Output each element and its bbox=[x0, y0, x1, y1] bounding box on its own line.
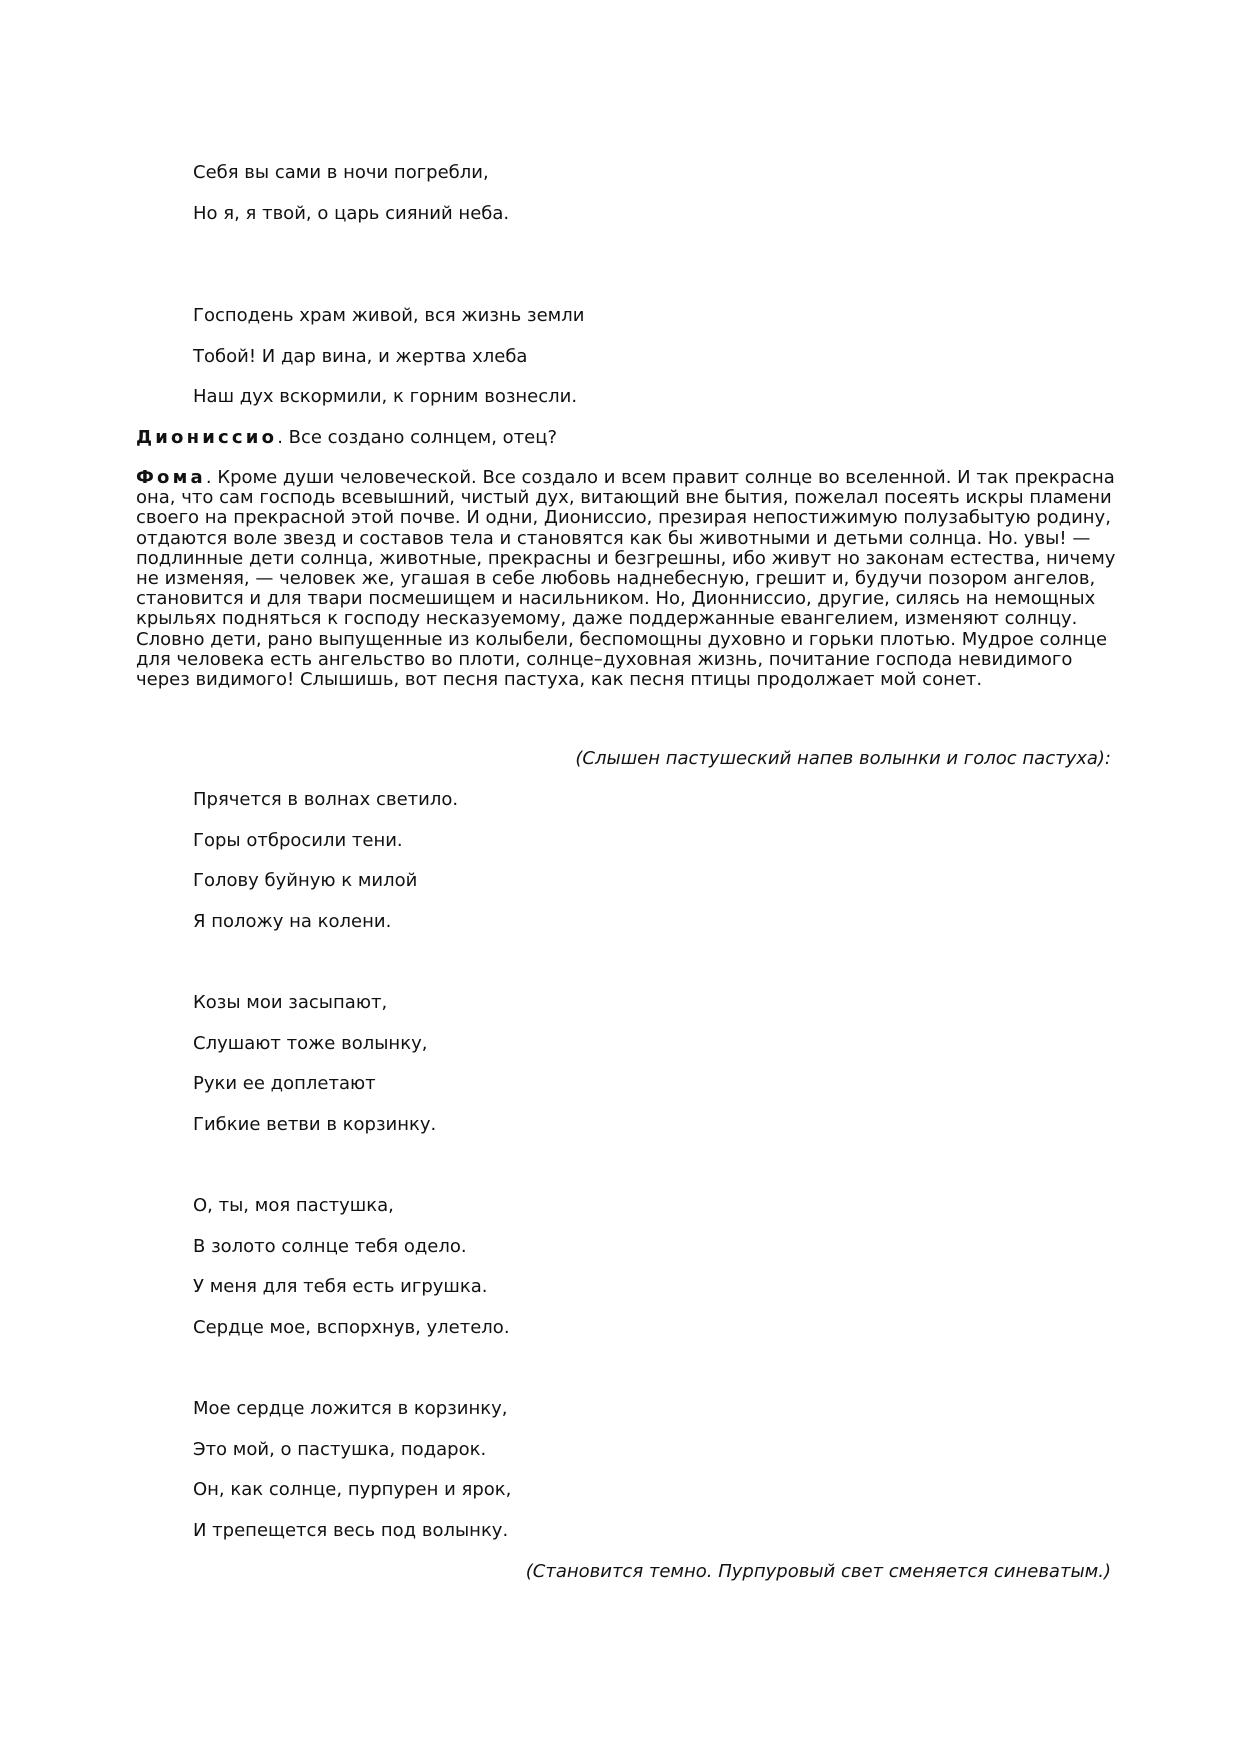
stage-direction: (Становится темно. Пурпуровый свет сменяется синеватым.) bbox=[525, 1561, 1111, 1582]
song-line: Прячется в волнах светило. bbox=[193, 789, 459, 810]
song-line: Он, как солнце, пурпурен и ярок, bbox=[193, 1479, 512, 1500]
song-line: Слушают тоже волынку, bbox=[193, 1033, 428, 1054]
dialogue-text: . Все создано солнцем, отец? bbox=[277, 427, 558, 448]
song-line: Козы мои засыпают, bbox=[193, 992, 388, 1013]
song-line: Руки ее доплетают bbox=[193, 1073, 376, 1094]
song-line: Мое сердце ложится в корзинку, bbox=[193, 1398, 508, 1419]
dialogue-text: . Кроме души человеческой. Все создало и всем правит солнце во вселенной. И так прекрасна она, что сам господь всевышний, чистый дух, витающий вне бытия, пожелал посеять искры пламени своего на прекрасной этой почве. И одни, Диониссио, презирая непостижимую полузабытую родину, отдаются воле звезд и составов тела и становятся как бы животными и детьми солнца. Но. увы! — подлинные дети солнца, животные, прекрасны и безгрешны, ибо живут но законам естества, ничему не изменяя, — человек же, угашая в себе любовь наднебесную, грешит и, будучи позором ангелов, становится и для твари посмешищем и насильником. Но, Дионниссио, другие, силясь на немощных крыльях подняться к господу несказуемому, даже поддержанные евангелием, изменяют солнцу. Словно дети, рано выпущенные из колыбели, беспомощны духовно и горьки плотью. Мудрое солнце для человека есть ангельство во плоти, солнце–духовная жизнь, почитание господа невидимого через видимого! Слышишь, вот песня пастуха, как песня птицы продолжает мой сонет. bbox=[136, 467, 1116, 691]
song-line: У меня для тебя есть игрушка. bbox=[193, 1276, 488, 1297]
song-line: Сердце мое, вспорхнув, улетело. bbox=[193, 1317, 510, 1338]
verse-line: Наш дух вскормили, к горним вознесли. bbox=[193, 386, 578, 407]
song-line: Голову буйную к милой bbox=[193, 870, 418, 891]
song-line: Я положу на колени. bbox=[193, 911, 392, 932]
song-line: Гибкие ветви в корзинку. bbox=[193, 1114, 437, 1135]
song-line: В золото солнце тебя одело. bbox=[193, 1236, 467, 1257]
song-line: Горы отбросили тени. bbox=[193, 830, 403, 851]
stage-direction: (Слышен пастушеский напев волынки и голос пастуха): bbox=[575, 748, 1111, 769]
dialogue-paragraph bbox=[136, 468, 1116, 690]
verse-line: Тобой! И дар вина, и жертва хлеба bbox=[193, 346, 528, 367]
verse-line: Себя вы сами в ночи погребли, bbox=[193, 162, 489, 183]
dialogue-line bbox=[136, 427, 1116, 449]
song-line: Это мой, о пастушка, подарок. bbox=[193, 1439, 487, 1460]
song-line: И трепещется весь под волынку. bbox=[193, 1520, 509, 1541]
song-line: О, ты, моя пастушка, bbox=[193, 1195, 394, 1216]
verse-line: Господень храм живой, вся жизнь земли bbox=[193, 305, 585, 326]
verse-line: Но я, я твой, о царь сияний неба. bbox=[193, 203, 510, 224]
speaker-name: Фома bbox=[136, 467, 206, 488]
speaker-name: Диониссио bbox=[136, 427, 278, 448]
